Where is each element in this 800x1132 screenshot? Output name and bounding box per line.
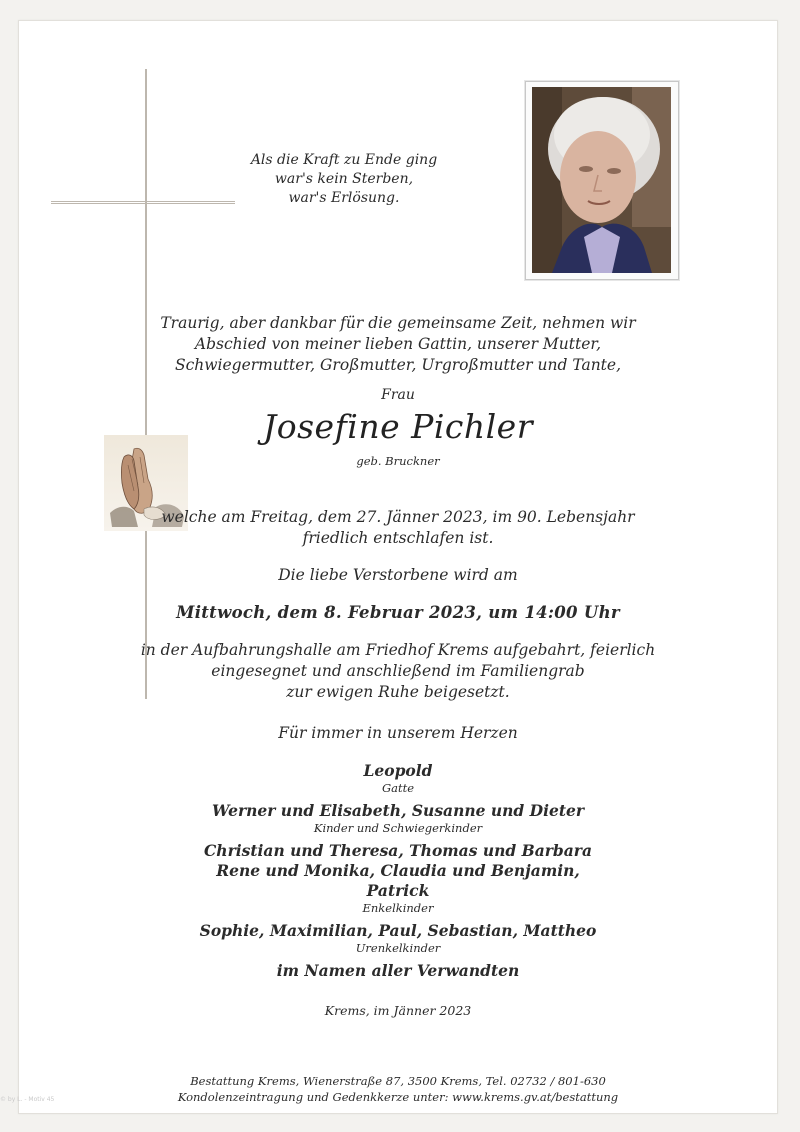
footer-address: Bestattung Krems, Wienerstraße 87, 3500 Krems, Tel. 02732 / 801-630 [190, 1074, 606, 1088]
spouse-role: Gatte [381, 781, 415, 795]
death-line: friedlich entschlafen ist. [302, 529, 494, 547]
birth-name: geb. Bruckner [356, 454, 440, 468]
quote-line: war's kein Sterben, [274, 171, 414, 187]
portrait-photo [532, 87, 671, 273]
portrait-photo-frame [525, 81, 679, 280]
obituary-card [18, 20, 778, 1114]
death-line: welche am Freitag, dem 27. Jänner 2023, im 90. Lebensjahr [161, 508, 635, 526]
children-role: Kinder und Schwiegerkinder [313, 821, 483, 835]
children-names: Werner und Elisabeth, Susanne und Dieter [211, 801, 585, 820]
death-notice [19, 507, 777, 549]
mourners-list [19, 761, 777, 981]
intro-text [19, 313, 777, 376]
opening-quote [224, 151, 464, 208]
grandchildren-names: Christian und Theresa, Thomas und Barbara [203, 841, 593, 860]
great-grandchildren-role: Urenkelkinder [355, 941, 441, 955]
place-date: Krems, im Jänner 2023 [324, 1003, 472, 1018]
great-grandchildren-names: Sophie, Maximilian, Paul, Sebastian, Mattheo [199, 921, 597, 940]
footer-condolence: Kondolenzeintragung und Gedenkkerze unter: www.krems.gv.at/bestattung [177, 1090, 619, 1104]
ceremony-line: eingesegnet und anschließend im Familiengrab [211, 662, 585, 680]
deceased-name: Josefine Pichler [263, 407, 533, 446]
quote-line: war's Erlösung. [288, 190, 400, 206]
ceremony-line: zur ewigen Ruhe beigesetzt. [286, 683, 510, 701]
ceremony-text [19, 640, 777, 703]
cross-horizontal-bar [51, 201, 235, 204]
forever-line: Für immer in unserem Herzen [278, 724, 518, 742]
grandchildren-names: Rene und Monika, Claudia und Benjamin, [216, 861, 580, 880]
funeral-date: Mittwoch, dem 8. Februar 2023, um 14:00 Uhr [176, 603, 620, 622]
imprint: © by L. - Motiv 45 [0, 1096, 55, 1103]
grandchildren-names: Patrick [366, 881, 430, 900]
relatives-line: im Namen aller Verwandten [276, 961, 520, 980]
funeral-announce: Die liebe Verstorbene wird am [278, 566, 518, 584]
spouse-name: Leopold [363, 761, 433, 780]
ceremony-line: in der Aufbahrungshalle am Friedhof Krems aufgebahrt, feierlich [140, 641, 656, 659]
grandchildren-role: Enkelkinder [362, 901, 434, 915]
undertaker-footer [19, 1073, 777, 1105]
salutation: Frau [381, 387, 415, 403]
quote-line: Als die Kraft zu Ende ging [250, 152, 438, 168]
intro-line: Traurig, aber dankbar für die gemeinsame Zeit, nehmen wir [160, 314, 636, 332]
intro-line: Schwiegermutter, Großmutter, Urgroßmutter und Tante, [174, 356, 622, 374]
intro-line: Abschied von meiner lieben Gattin, unserer Mutter, [194, 335, 602, 353]
